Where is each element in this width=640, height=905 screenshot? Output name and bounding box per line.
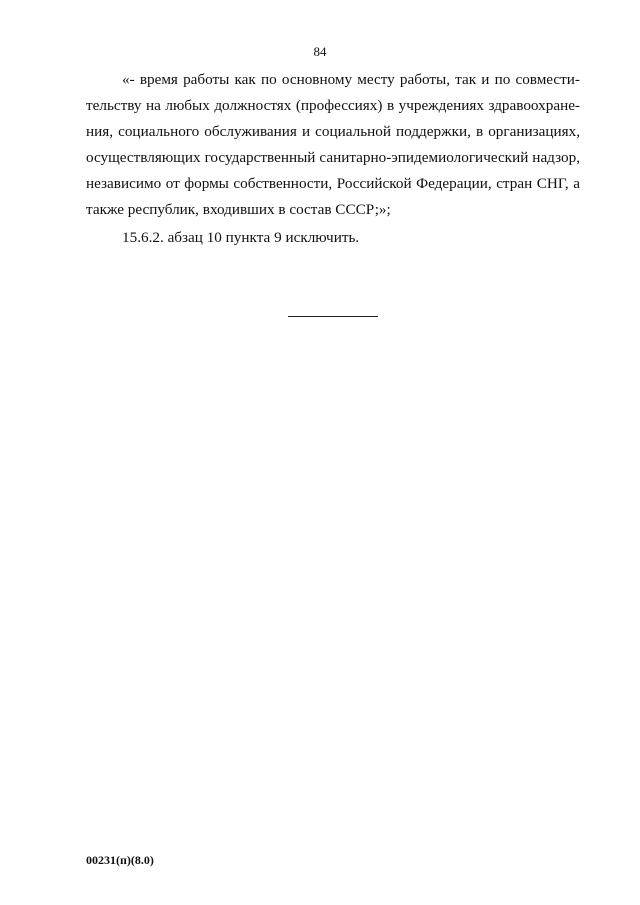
paragraph-line: также республик, входивших в состав СССР;»; xyxy=(86,201,391,218)
page-number: 84 xyxy=(313,44,327,59)
paragraph-line: «- время работы как по основному месту работы, так и по совмести- xyxy=(122,71,580,88)
paragraph-line: осуществляющих государственный санитарно-эпидемиологический надзор, xyxy=(86,149,580,166)
paragraph-line: тельству на любых должностях (профессиях) в учреждениях здравоохране- xyxy=(86,97,580,114)
document-code: 00231(п)(8.0) xyxy=(86,853,154,867)
exclusion-paragraph xyxy=(86,225,580,251)
amendment-paragraph xyxy=(86,67,580,223)
paragraph-line: 15.6.2. абзац 10 пункта 9 исключить. xyxy=(122,229,360,246)
paragraph-line: независимо от формы собственности, Российской Федерации, стран СНГ, а xyxy=(86,175,580,192)
separator-line xyxy=(288,316,378,317)
paragraph-line: ния, социального обслуживания и социальной поддержки, в организациях, xyxy=(86,123,580,140)
